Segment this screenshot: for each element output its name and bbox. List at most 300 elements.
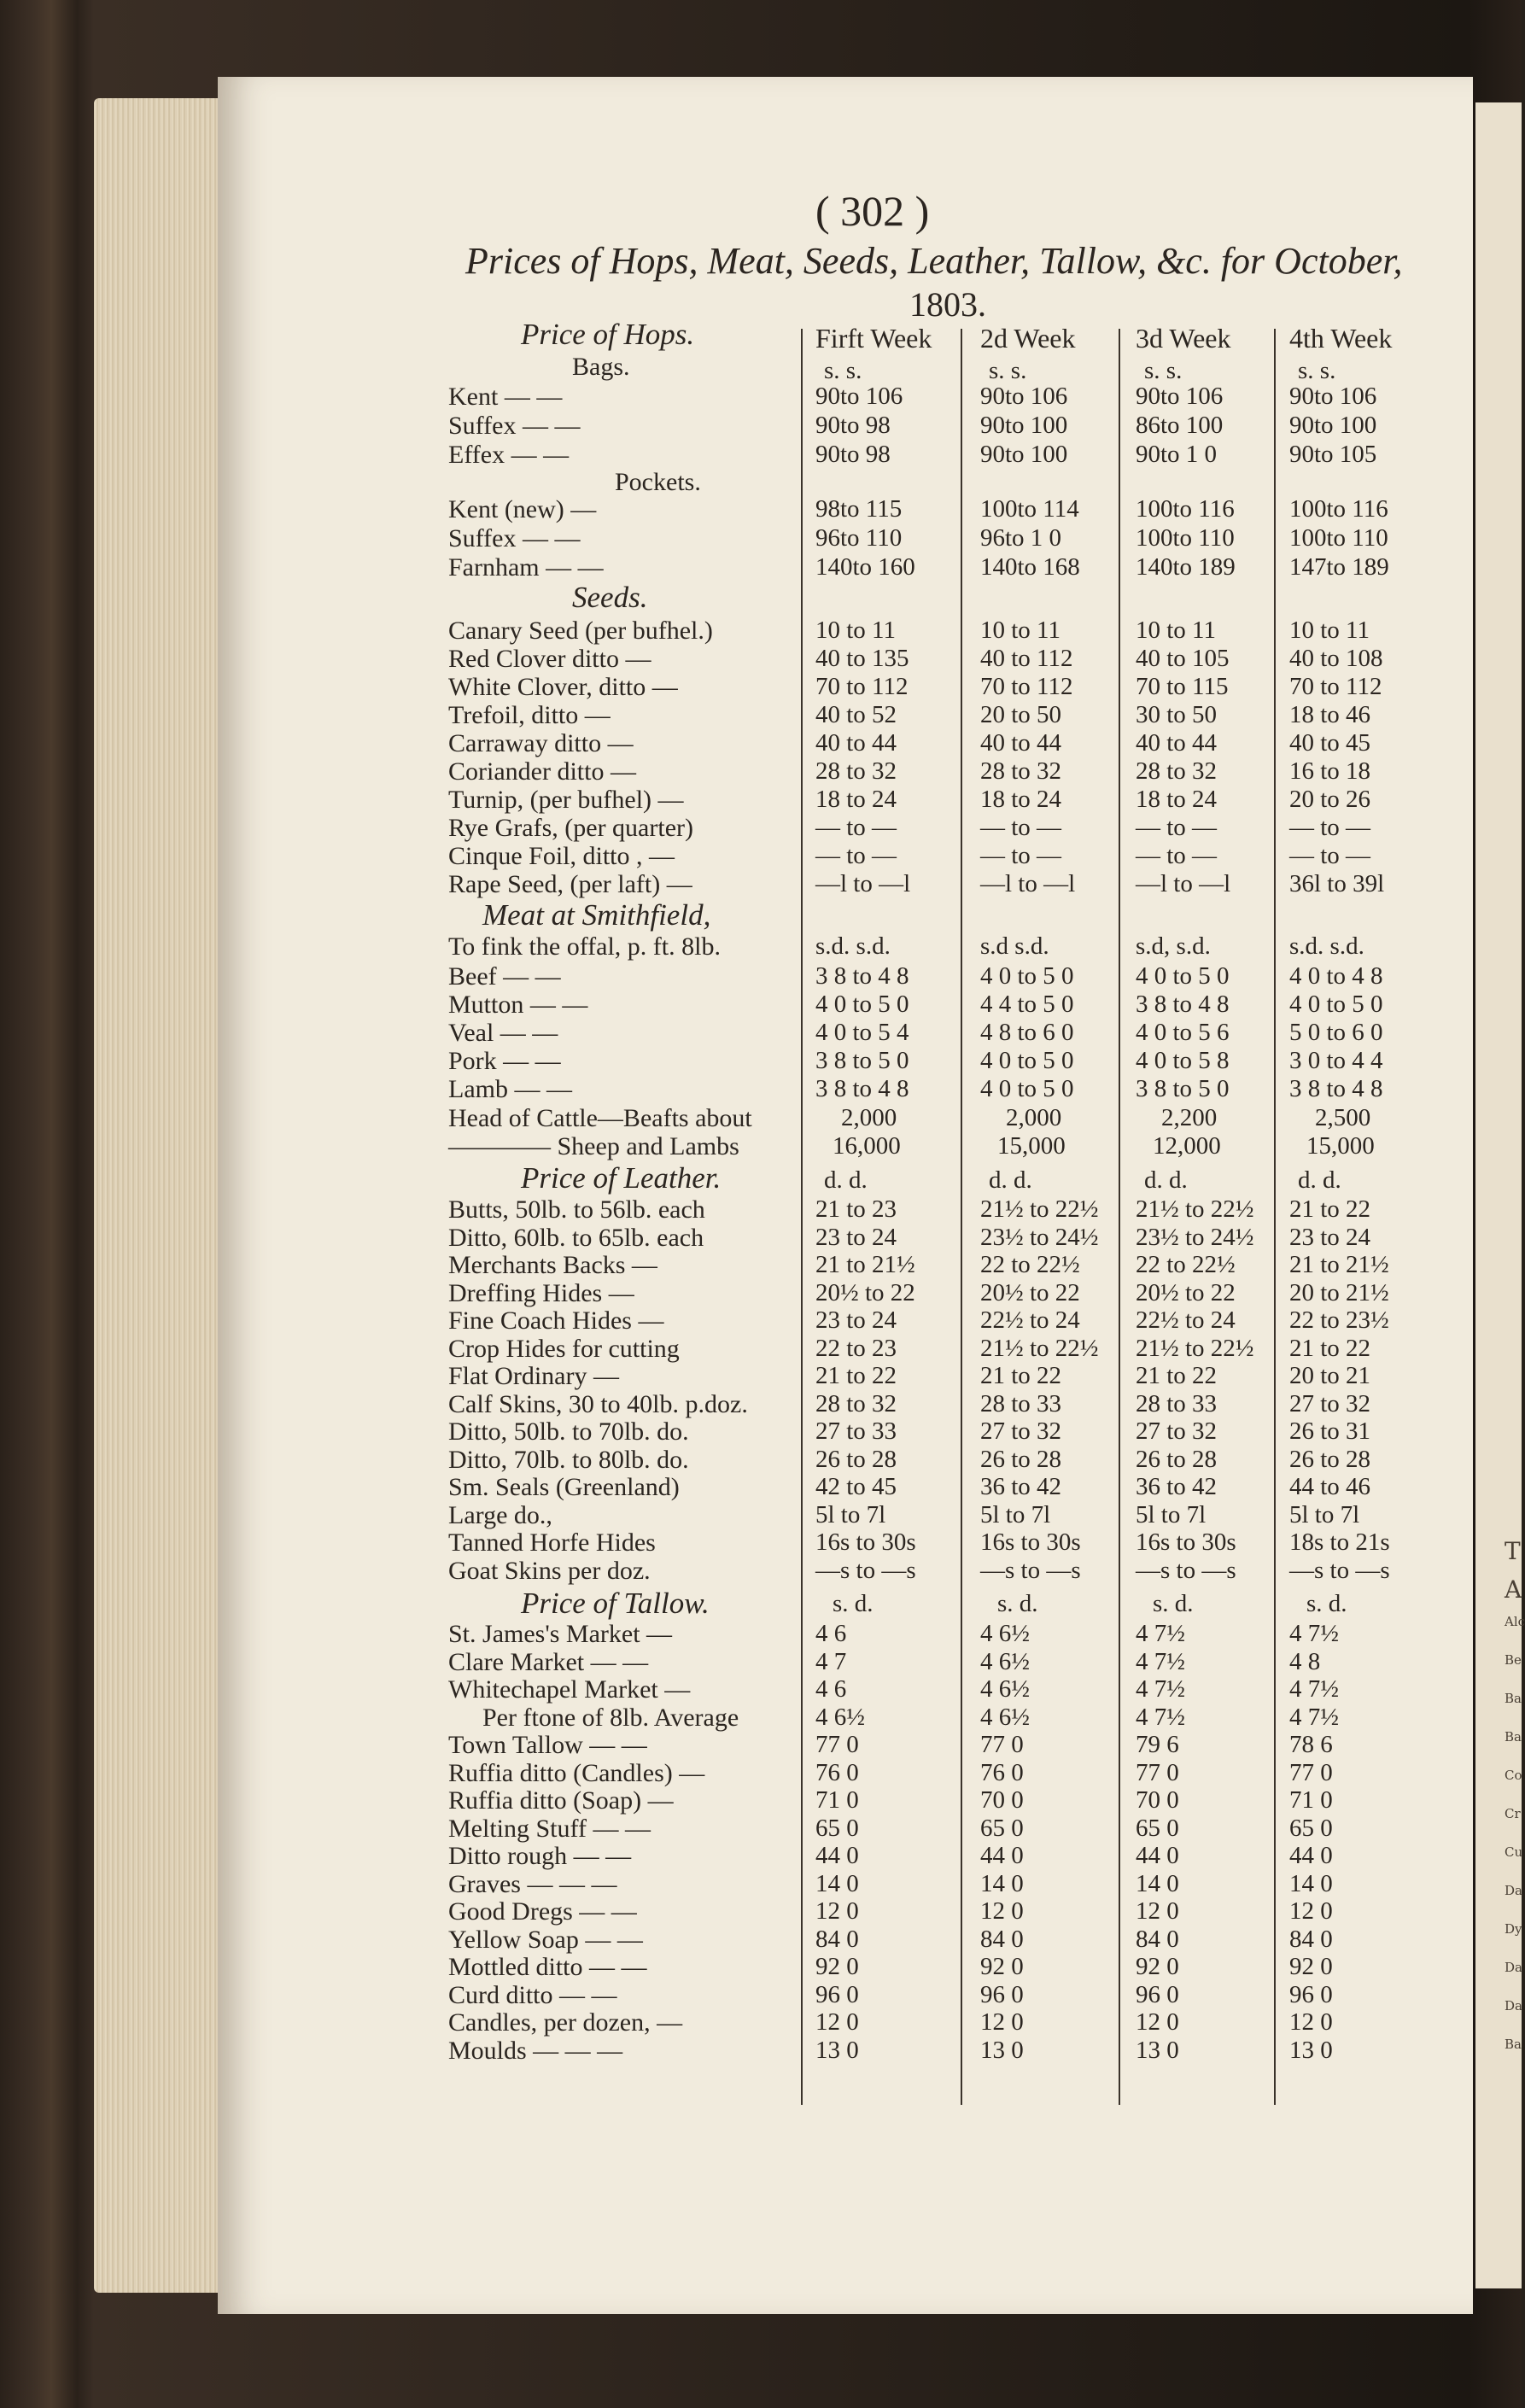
cell-value: 12 0 [815, 1897, 859, 1925]
cell-value: 10 to 11 [1136, 617, 1216, 644]
leather-row-label: Dreffing Hides — [448, 1278, 634, 1307]
leather-row-label: Crop Hides for cutting [448, 1334, 680, 1363]
cell-value: — to — [1289, 814, 1371, 841]
column-header-week-2: 2d Week [980, 323, 1076, 354]
cell-value: 40 to 52 [815, 701, 897, 728]
cell-value: 23 to 24 [1289, 1223, 1371, 1251]
cell-value: 4 0 to 5 0 [980, 1047, 1074, 1074]
tallow-row-label: Per ftone of 8lb. Average [482, 1703, 739, 1732]
cell-value: 13 0 [980, 2036, 1024, 2064]
unit-label: d. d. [1144, 1166, 1188, 1194]
column-divider [1274, 329, 1276, 2105]
cell-value: — to — [1136, 814, 1218, 841]
cell-value: 14 0 [1289, 1869, 1333, 1897]
right-page-fragment: Cu [1505, 1844, 1523, 1860]
cell-value: 21 to 22 [980, 1362, 1062, 1389]
cell-value: 22½ to 24 [980, 1306, 1080, 1334]
seed-row-label: Rape Seed, (per laft) — [448, 870, 692, 898]
cattle-value: 2,200 [1161, 1104, 1218, 1131]
tallow-row-label: Ruffia ditto (Soap) — [448, 1786, 674, 1815]
cell-value: 28 to 33 [980, 1389, 1062, 1417]
cell-value: 42 to 45 [815, 1473, 897, 1500]
leather-row-label: Flat Ordinary — [448, 1362, 619, 1390]
cell-value: 4 7½ [1289, 1703, 1339, 1731]
cell-value: 90to 106 [1289, 383, 1377, 410]
unit-label: d. d. [989, 1166, 1032, 1194]
hops-pockets-label: Pockets. [615, 468, 701, 496]
cell-value: 3 8 to 5 0 [1136, 1075, 1230, 1102]
hops-row-label: Kent — — [448, 383, 563, 411]
cell-value: —l to —l [980, 870, 1076, 897]
tallow-row-label: Melting Stuff — — [448, 1814, 651, 1843]
cell-value: 4 0 to 4 8 [1289, 962, 1383, 990]
right-page-fragment: Ba [1505, 2037, 1522, 2052]
cell-value: 77 0 [815, 1731, 859, 1758]
cell-value: —l to —l [815, 870, 911, 897]
cell-value: 5 0 to 6 0 [1289, 1019, 1383, 1046]
unit-label: s. d. [997, 1590, 1038, 1617]
meat-row-label: Pork — — [448, 1047, 561, 1075]
cell-value: 96 0 [1289, 1980, 1333, 2008]
section-title-seeds: Seeds. [572, 581, 648, 614]
cell-value: 92 0 [980, 1953, 1024, 1980]
cell-value: 20 to 26 [1289, 786, 1371, 813]
unit-label: s. d. [1306, 1590, 1347, 1617]
cell-value: 5l to 7l [815, 1500, 886, 1528]
tallow-row-label: Whitechapel Market — [448, 1675, 691, 1704]
tallow-row-label: Curd ditto — — [448, 1980, 617, 2009]
cell-value: 84 0 [980, 1925, 1024, 1953]
right-page-fragment: Alc [1505, 1614, 1525, 1629]
cell-value: 14 0 [815, 1869, 859, 1897]
cell-value: 4 7½ [1136, 1703, 1185, 1731]
cell-value: 13 0 [1136, 2036, 1179, 2064]
cell-value: 90to 106 [815, 383, 903, 410]
right-page-fragment: Co [1505, 1768, 1522, 1783]
cell-value: 70 0 [1136, 1786, 1179, 1814]
cell-value: 96 0 [980, 1980, 1024, 2008]
cell-value: 90to 1 0 [1136, 441, 1218, 468]
tallow-row-label: Good Dregs — — [448, 1897, 637, 1926]
cell-value: 20 to 21 [1289, 1362, 1371, 1389]
cell-value: 18 to 46 [1289, 701, 1371, 728]
section-title-leather: Price of Leather. [521, 1161, 722, 1195]
cell-value: 21½ to 22½ [1136, 1195, 1254, 1223]
cell-value: 96 0 [815, 1980, 859, 2008]
cell-value: — to — [815, 814, 897, 841]
cell-value: 20½ to 22 [980, 1278, 1080, 1306]
cell-value: 3 0 to 4 4 [1289, 1047, 1383, 1074]
leather-row-label: Calf Skins, 30 to 40lb. p.doz. [448, 1389, 748, 1418]
unit-label: s.d s.d. [980, 932, 1049, 960]
unit-label: s. s. [824, 357, 862, 384]
cell-value: 70 to 112 [980, 673, 1073, 700]
tallow-row-label: St. James's Market — [448, 1620, 673, 1648]
cell-value: 84 0 [1136, 1925, 1179, 1953]
unit-label: s. d. [833, 1590, 874, 1617]
cattle-label: Head of Cattle—Beafts about [448, 1104, 752, 1132]
cell-value: 5l to 7l [1136, 1500, 1207, 1528]
cell-value: 70 0 [980, 1786, 1024, 1814]
cell-value: 10 to 11 [980, 617, 1060, 644]
cell-value: 140to 189 [1136, 553, 1236, 581]
unit-label: s.d, s.d. [1136, 932, 1211, 960]
cell-value: 40 to 44 [980, 729, 1062, 757]
cell-value: 76 0 [980, 1758, 1024, 1786]
cell-value: 4 6 [815, 1675, 847, 1703]
cell-value: 92 0 [815, 1953, 859, 1980]
cell-value: 23 to 24 [815, 1306, 897, 1334]
unit-label: d. d. [824, 1166, 868, 1194]
cell-value: 16s to 30s [815, 1528, 916, 1556]
cell-value: 4 7½ [1289, 1620, 1339, 1647]
cell-value: 21½ to 22½ [1136, 1334, 1254, 1362]
tallow-row-label: Clare Market — — [448, 1647, 649, 1676]
cell-value: 21 to 21½ [1289, 1251, 1389, 1278]
cell-value: 4 6½ [980, 1647, 1030, 1675]
seed-row-label: Turnip, (per bufhel) — [448, 786, 684, 814]
tallow-row-label: Ditto rough — — [448, 1842, 632, 1870]
cell-value: 4 8 [1289, 1647, 1321, 1675]
seed-row-label: Rye Grafs, (per quarter) [448, 814, 693, 842]
meat-row-label: Lamb — — [448, 1075, 572, 1103]
cell-value: 77 0 [1289, 1758, 1333, 1786]
cell-value: 21 to 22 [815, 1362, 897, 1389]
tallow-row-label: Candles, per dozen, — [448, 2008, 683, 2037]
cell-value: —s to —s [815, 1556, 916, 1584]
cell-value: 98to 115 [815, 495, 903, 523]
section-title-tallow: Price of Tallow. [521, 1587, 710, 1620]
cell-value: 96to 1 0 [980, 524, 1062, 552]
cell-value: 77 0 [980, 1731, 1024, 1758]
cell-value: —s to —s [1136, 1556, 1236, 1584]
cell-value: 4 0 to 5 4 [815, 1019, 909, 1046]
cell-value: 16 to 18 [1289, 757, 1371, 785]
cell-value: 27 to 32 [1289, 1389, 1371, 1417]
cell-value: 40 to 112 [980, 645, 1073, 672]
tallow-row-label: Yellow Soap — — [448, 1925, 643, 1954]
cell-value: 21 to 22 [1289, 1195, 1371, 1223]
cell-value: — to — [1136, 842, 1218, 869]
cell-value: 92 0 [1289, 1953, 1333, 1980]
cell-value: 100to 116 [1289, 495, 1388, 523]
cell-value: 40 to 44 [1136, 729, 1218, 757]
meat-row-label: Mutton — — [448, 991, 588, 1019]
cell-value: 12 0 [1136, 1897, 1179, 1925]
cell-value: 90to 100 [1289, 412, 1377, 439]
cell-value: 4 0 to 5 6 [1136, 1019, 1230, 1046]
cell-value: 78 6 [1289, 1731, 1333, 1758]
cell-value: 16s to 30s [1136, 1528, 1236, 1556]
right-page-fragment: Da [1505, 1998, 1522, 2013]
seed-row-label: White Clover, ditto — [448, 673, 678, 701]
cell-value: 90to 98 [815, 441, 891, 468]
cell-value: 4 0 to 5 0 [1136, 962, 1230, 990]
seed-row-label: Canary Seed (per bufhel.) [448, 617, 713, 645]
cell-value: 22½ to 24 [1136, 1306, 1236, 1334]
hops-row-label: Suffex — — [448, 412, 581, 440]
sheep-value: 12,000 [1153, 1132, 1221, 1160]
tallow-row-label: Mottled ditto — — [448, 1953, 647, 1981]
cell-value: — to — [815, 842, 897, 869]
cell-value: 147to 189 [1289, 553, 1389, 581]
cell-value: 26 to 28 [815, 1445, 897, 1473]
cell-value: 40 to 44 [815, 729, 897, 757]
cell-value: 70 to 115 [1136, 673, 1229, 700]
cell-value: 22 to 22½ [1136, 1251, 1236, 1278]
cell-value: 4 4 to 5 0 [980, 991, 1074, 1018]
column-divider [961, 329, 962, 2105]
cell-value: 21½ to 22½ [980, 1195, 1099, 1223]
cell-value: 3 8 to 4 8 [1289, 1075, 1383, 1102]
cell-value: 26 to 31 [1289, 1417, 1371, 1445]
right-page-fragment: Dy [1505, 1921, 1522, 1937]
cell-value: 28 to 32 [980, 757, 1062, 785]
cell-value: 13 0 [1289, 2036, 1333, 2064]
cell-value: 100to 110 [1136, 524, 1235, 552]
right-page-fragment: Cr [1505, 1806, 1521, 1821]
cell-value: 18s to 21s [1289, 1528, 1390, 1556]
cell-value: 21 to 22 [1289, 1334, 1371, 1362]
cell-value: 28 to 32 [815, 1389, 897, 1417]
hops-row-label: Farnham — — [448, 553, 604, 582]
meat-row-label: Beef — — [448, 962, 561, 991]
cell-value: 21 to 22 [1136, 1362, 1218, 1389]
cell-value: 4 7½ [1289, 1675, 1339, 1703]
hops-row-label: Kent (new) — [448, 495, 597, 523]
hops-bags-label: Bags. [572, 353, 630, 381]
cell-value: 20 to 21½ [1289, 1278, 1389, 1306]
cell-value: 92 0 [1136, 1953, 1179, 1980]
cell-value: 12 0 [980, 1897, 1024, 1925]
cell-value: 10 to 11 [815, 617, 896, 644]
cell-value: 86to 100 [1136, 412, 1224, 439]
cell-value: 4 0 to 5 0 [980, 1075, 1074, 1102]
cell-value: 30 to 50 [1136, 701, 1218, 728]
cell-value: 96to 110 [815, 524, 903, 552]
cell-value: 3 8 to 4 8 [815, 1075, 909, 1102]
cell-value: 16s to 30s [980, 1528, 1081, 1556]
meat-row-label: Veal — — [448, 1019, 558, 1047]
leather-row-label: Fine Coach Hides — [448, 1306, 664, 1335]
cell-value: 5l to 7l [980, 1500, 1051, 1528]
cell-value: 4 7½ [1136, 1647, 1185, 1675]
cell-value: 20½ to 22 [815, 1278, 915, 1306]
seed-row-label: Red Clover ditto — [448, 645, 651, 673]
leather-row-label: Goat Skins per doz. [448, 1556, 651, 1585]
leather-row-label: Ditto, 70lb. to 80lb. do. [448, 1445, 689, 1474]
page-title: Prices of Hops, Meat, Seeds, Leather, Tallow, &c. for October, [465, 240, 1403, 282]
cell-value: 44 0 [1136, 1842, 1179, 1869]
cell-value: 44 0 [1289, 1842, 1333, 1869]
cell-value: 79 6 [1136, 1731, 1179, 1758]
cell-value: 5l to 7l [1289, 1500, 1360, 1528]
right-page-fragment: Da [1505, 1883, 1522, 1898]
cell-value: 3 8 to 5 0 [815, 1047, 909, 1074]
cell-value: 18 to 24 [815, 786, 897, 813]
tallow-row-label: Moulds — — — [448, 2036, 623, 2065]
page-number: ( 302 ) [815, 187, 930, 235]
cell-value: 90to 100 [980, 441, 1068, 468]
hops-row-label: Effex — — [448, 441, 570, 469]
cell-value: 14 0 [1136, 1869, 1179, 1897]
cell-value: 100to 114 [980, 495, 1079, 523]
leather-row-label: Tanned Horfe Hides [448, 1528, 656, 1557]
column-header-week-3: 3d Week [1136, 323, 1231, 354]
hops-row-label: Suffex — — [448, 524, 581, 552]
cell-value: — to — [1289, 842, 1371, 869]
sheep-label: ———— Sheep and Lambs [448, 1132, 739, 1160]
cell-value: 22 to 23 [815, 1334, 897, 1362]
cell-value: 4 0 to 5 0 [815, 991, 909, 1018]
cattle-value: 2,000 [841, 1104, 897, 1131]
cell-value: 4 7½ [1136, 1620, 1185, 1647]
tallow-row-label: Ruffia ditto (Candles) — [448, 1758, 705, 1787]
cell-value: 22 to 22½ [980, 1251, 1080, 1278]
cell-value: 26 to 28 [980, 1445, 1062, 1473]
cell-value: 20½ to 22 [1136, 1278, 1236, 1306]
cell-value: 40 to 105 [1136, 645, 1230, 672]
sheep-value: 15,000 [997, 1132, 1066, 1160]
cell-value: 4 6 [815, 1620, 847, 1647]
cell-value: 90to 106 [980, 383, 1068, 410]
cell-value: 40 to 45 [1289, 729, 1371, 757]
cell-value: 100to 116 [1136, 495, 1235, 523]
cell-value: —s to —s [1289, 1556, 1390, 1584]
cell-value: 90to 105 [1289, 441, 1377, 468]
cattle-value: 2,000 [1006, 1104, 1062, 1131]
cell-value: 84 0 [815, 1925, 859, 1953]
cell-value: 36 to 42 [1136, 1473, 1218, 1500]
cell-value: 12 0 [1289, 2008, 1333, 2036]
cell-value: 12 0 [1136, 2008, 1179, 2036]
seed-row-label: Cinque Foil, ditto , — [448, 842, 675, 870]
cell-value: 18 to 24 [980, 786, 1062, 813]
cell-value: 12 0 [1289, 1897, 1333, 1925]
unit-label: d. d. [1298, 1166, 1341, 1194]
unit-label: s. s. [1298, 357, 1336, 384]
seed-row-label: Carraway ditto — [448, 729, 634, 757]
leather-row-label: Ditto, 50lb. to 70lb. do. [448, 1417, 689, 1446]
cell-value: 12 0 [980, 2008, 1024, 2036]
cell-value: 44 0 [980, 1842, 1024, 1869]
cell-value: 71 0 [1289, 1786, 1333, 1814]
cell-value: 28 to 33 [1136, 1389, 1218, 1417]
leather-row-label: Ditto, 60lb. to 65lb. each [448, 1223, 704, 1252]
cell-value: 27 to 32 [1136, 1417, 1218, 1445]
cell-value: 14 0 [980, 1869, 1024, 1897]
cattle-value: 2,500 [1315, 1104, 1371, 1131]
cell-value: 21½ to 22½ [980, 1334, 1099, 1362]
right-page-fragment: Be [1505, 1652, 1522, 1668]
year: 1803. [909, 285, 986, 324]
column-header-week-4: 4th Week [1289, 323, 1393, 354]
right-page-fragment: T [1505, 1537, 1521, 1565]
sheep-value: 16,000 [833, 1132, 901, 1160]
column-divider [1119, 329, 1120, 2105]
right-page-fragment: Da [1505, 1960, 1522, 1975]
label-column-divider [801, 329, 803, 2105]
cell-value: 27 to 33 [815, 1417, 897, 1445]
cell-value: 70 to 112 [1289, 673, 1382, 700]
cell-value: 90to 98 [815, 412, 891, 439]
page-edges [94, 98, 235, 2293]
cell-value: 23 to 24 [815, 1223, 897, 1251]
cell-value: 27 to 32 [980, 1417, 1062, 1445]
cell-value: 65 0 [1136, 1814, 1179, 1842]
cell-value: 100to 110 [1289, 524, 1388, 552]
cell-value: 22 to 23½ [1289, 1306, 1389, 1334]
cell-value: 36 to 42 [980, 1473, 1062, 1500]
unit-label: s. d. [1153, 1590, 1194, 1617]
leather-row-label: Large do., [448, 1500, 552, 1529]
cell-value: 140to 160 [815, 553, 915, 581]
cell-value: 44 to 46 [1289, 1473, 1371, 1500]
cell-value: 20 to 50 [980, 701, 1062, 728]
cell-value: 4 6½ [980, 1675, 1030, 1703]
cell-value: 3 8 to 4 8 [1136, 991, 1230, 1018]
unit-label: s. s. [1144, 357, 1183, 384]
cell-value: 4 6½ [815, 1703, 865, 1731]
cell-value: 71 0 [815, 1786, 859, 1814]
cell-value: 18 to 24 [1136, 786, 1218, 813]
tallow-row-label: Graves — — — [448, 1869, 617, 1898]
cell-value: 23½ to 24½ [980, 1223, 1099, 1251]
sheep-value: 15,000 [1306, 1132, 1375, 1160]
cell-value: 4 0 to 5 8 [1136, 1047, 1230, 1074]
cell-value: 40 to 108 [1289, 645, 1383, 672]
cell-value: 65 0 [980, 1814, 1024, 1842]
cell-value: —s to —s [980, 1556, 1081, 1584]
cell-value: — to — [980, 842, 1062, 869]
cell-value: 96 0 [1136, 1980, 1179, 2008]
cell-value: 70 to 112 [815, 673, 909, 700]
cell-value: 4 0 to 5 0 [980, 962, 1074, 990]
cell-value: 26 to 28 [1289, 1445, 1371, 1473]
cell-value: —l to —l [1136, 870, 1231, 897]
cell-value: 21 to 23 [815, 1195, 897, 1223]
cell-value: 3 8 to 4 8 [815, 962, 909, 990]
right-page-fragment: Ba [1505, 1729, 1522, 1745]
seed-row-label: Trefoil, ditto — [448, 701, 611, 729]
section-title-meat: Meat at Smithfield, [482, 898, 711, 932]
cell-value: 26 to 28 [1136, 1445, 1218, 1473]
cell-value: 4 0 to 5 0 [1289, 991, 1383, 1018]
cell-value: 65 0 [815, 1814, 859, 1842]
column-header-week-1: Firft Week [815, 323, 932, 354]
cell-value: 4 8 to 6 0 [980, 1019, 1074, 1046]
cell-value: 12 0 [815, 2008, 859, 2036]
cell-value: 90to 100 [980, 412, 1068, 439]
cell-value: 40 to 135 [815, 645, 909, 672]
cell-value: 65 0 [1289, 1814, 1333, 1842]
cell-value: 84 0 [1289, 1925, 1333, 1953]
tallow-row-label: Town Tallow — — [448, 1731, 647, 1759]
cell-value: 4 7½ [1136, 1675, 1185, 1703]
cell-value: 44 0 [815, 1842, 859, 1869]
cell-value: 4 6½ [980, 1620, 1030, 1647]
meat-subtitle: To fink the offal, p. ft. 8lb. [448, 932, 721, 961]
leather-row-label: Sm. Seals (Greenland) [448, 1473, 680, 1501]
right-page-fragment: A [1505, 1575, 1522, 1604]
seed-row-label: Coriander ditto — [448, 757, 636, 786]
cell-value: 28 to 32 [1136, 757, 1218, 785]
cell-value: — to — [980, 814, 1062, 841]
unit-label: s.d. s.d. [815, 932, 891, 960]
right-page-fragment: Ba [1505, 1691, 1522, 1706]
cell-value: 10 to 11 [1289, 617, 1370, 644]
cell-value: 90to 106 [1136, 383, 1224, 410]
